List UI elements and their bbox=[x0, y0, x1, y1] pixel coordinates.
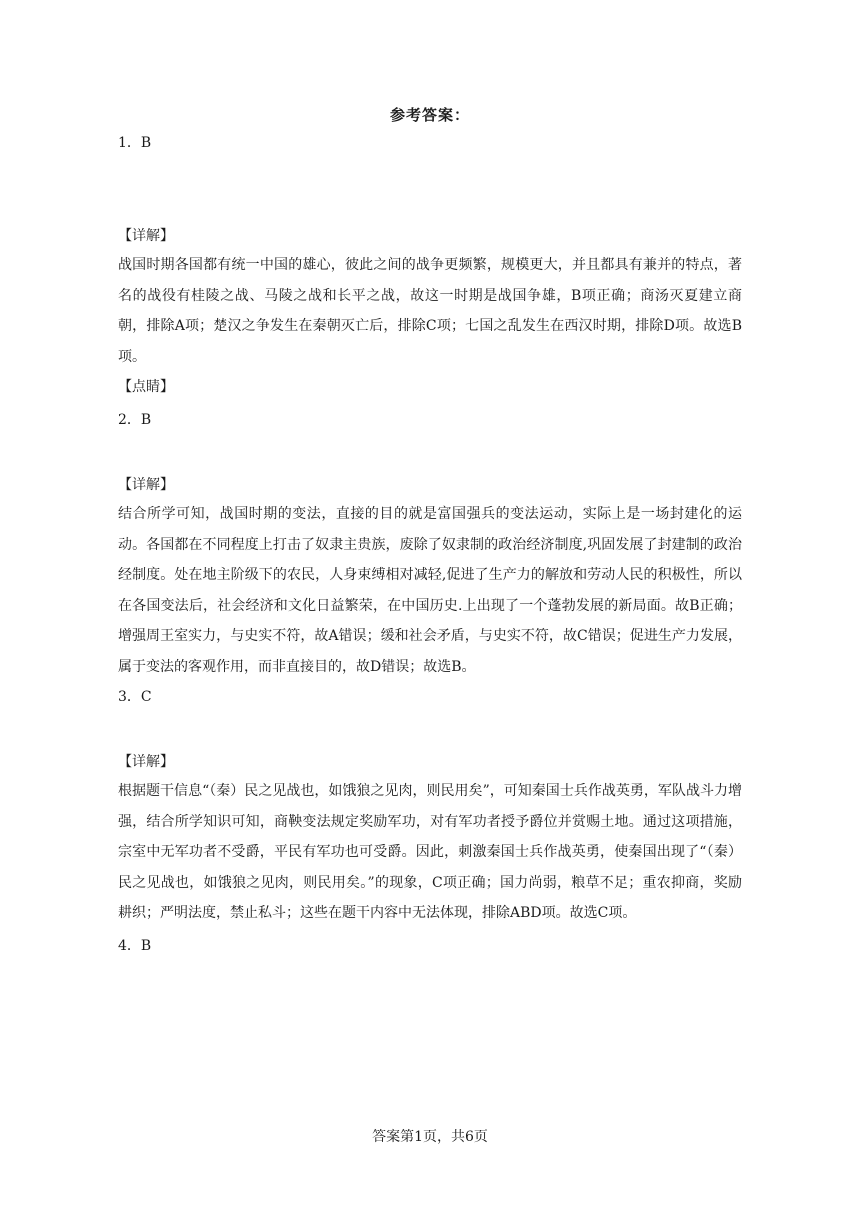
detail-text-3: 根据题干信息“（秦）民之见战也，如饿狼之见肉，则民用矣”，可知秦国士兵作战英勇，军队战斗力增强，结合所学知识可知，商鞅变法规定奖励军功，对有军功者授予爵位并赏赐土地。通过这项措施，宗室中无军功者不受爵，平民有军功也可受爵。因此，刺激秦国士兵作战英勇，使秦国出现了“（秦）民之见战也，如饿狼之见肉，则民用矣。”的现象，C项正确；国力尚弱，粮草不足；重农抑商，奖励耕织；严明法度，禁止私斗；这些在题干内容中无法体现，排除ABD项。故选C项。 bbox=[118, 783, 742, 921]
page-footer: 答案第1页，共6页 bbox=[372, 1129, 488, 1145]
page-title: 参考答案： bbox=[389, 106, 470, 124]
comment-heading-1: 【点睛】 bbox=[118, 379, 174, 395]
detail-heading-1: 【详解】 bbox=[118, 228, 174, 244]
answer-content bbox=[118, 130, 742, 960]
detail-text-2: 结合所学可知，战国时期的变法，直接的目的就是富国强兵的变法运动，实际上是一场封建化的运动。各国都在不同程度上打击了奴隶主贵族，废除了奴隶制的政治经济制度,巩固发展了封建制的政治经制度。处在地主阶级下的农民，人身束缚相对减轻,促进了生产力的解放和劳动人民的积极性，所以在各国变法后，社会经济和文化日益繁荣，在中国历史.上出现了一个蓬勃发展的新局面。故B正确；增强周王室实力，与史实不符，故A错误；缓和社会矛盾，与史实不符，故C错误；促进生产力发展，属于变法的客观作用，而非直接目的，故D错误；故选B。 bbox=[118, 506, 742, 675]
answer-4: 4．B bbox=[118, 937, 152, 954]
answer-1: 1．B bbox=[118, 135, 152, 151]
answer-2: 2．B bbox=[118, 412, 152, 428]
answer-3: 3．C bbox=[118, 689, 152, 705]
detail-heading-2: 【详解】 bbox=[118, 477, 174, 493]
detail-heading-3: 【详解】 bbox=[118, 754, 174, 770]
detail-text-1: 战国时期各国都有统一中国的雄心，彼此之间的战争更频繁，规模更大，并且都具有兼并的特点，著名的战役有桂陵之战、马陵之战和长平之战，故这一时期是战国争雄，B项正确；商汤灭夏建立商朝，排除A项；楚汉之争发生在秦朝灭亡后，排除C项；七国之乱发生在西汉时期，排除D项。故选B项。 bbox=[118, 257, 742, 365]
